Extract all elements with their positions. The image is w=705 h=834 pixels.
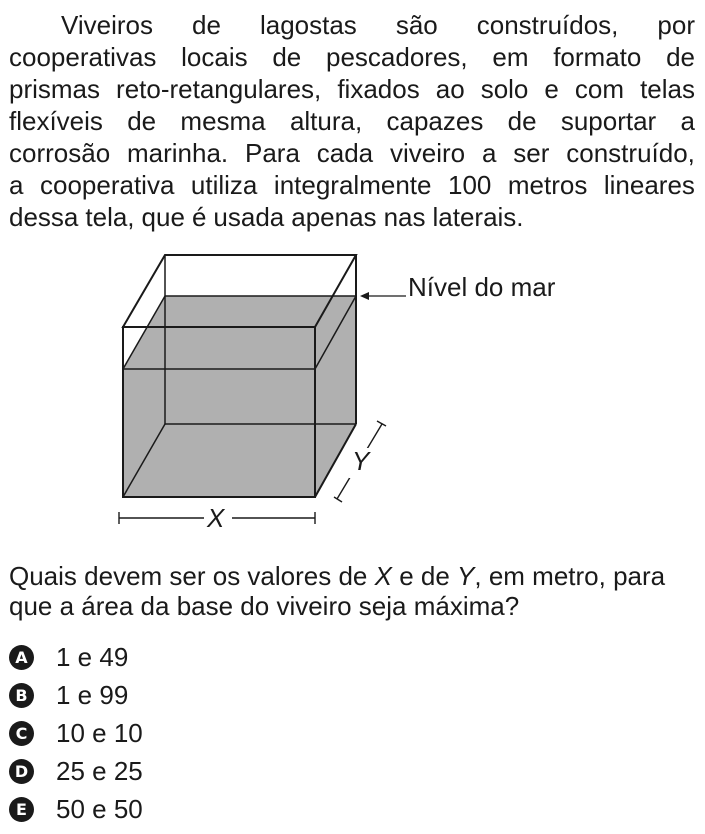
intro-word: cooperativa [39, 170, 175, 200]
x-dimension-label: X [207, 503, 225, 533]
intro-word: altura, [289, 106, 363, 136]
option-letter-d: D [9, 759, 34, 784]
option-text-a: 1 e 49 [56, 642, 129, 672]
intro-word: cada [316, 138, 374, 168]
intro-word: metros [507, 170, 588, 200]
intro-word: por [657, 10, 695, 40]
intro-word: locais [181, 42, 248, 72]
intro-word: ser [513, 138, 550, 168]
lobster-pen-prism-figure [0, 240, 705, 540]
intro-word: construído, [566, 138, 695, 168]
intro-word: construídos, [476, 10, 619, 40]
intro-word: marinha. [127, 138, 229, 168]
question-line-1 [9, 561, 665, 591]
option-d[interactable] [9, 756, 143, 786]
option-text-e: 50 e 50 [56, 794, 143, 824]
option-text-b: 1 e 99 [56, 680, 129, 710]
intro-word: com [574, 74, 625, 104]
option-letter-b: B [9, 683, 34, 708]
option-letter-e: E [9, 797, 34, 822]
intro-line-2 [9, 42, 695, 72]
intro-word: ao [435, 74, 465, 104]
intro-word: de [272, 42, 302, 72]
intro-word: mesma [180, 106, 266, 136]
intro-word: cooperativas [9, 42, 157, 72]
intro-word: capazes [386, 106, 484, 136]
intro-word: são [395, 10, 438, 40]
intro-word: formato [553, 42, 642, 72]
intro-word: que [141, 202, 185, 232]
intro-word: corrosão [9, 138, 111, 168]
question-text: , em metro, para [474, 561, 666, 591]
option-text-d: 25 e 25 [56, 756, 143, 786]
sea-level-label: Nível do mar [408, 272, 556, 302]
intro-word: é [191, 202, 207, 232]
option-letter-c: C [9, 721, 34, 746]
question-text: Quais devem ser os valores de [9, 561, 375, 591]
intro-word: de [507, 106, 537, 136]
intro-word: nas [383, 202, 426, 232]
option-b[interactable] [9, 680, 128, 710]
intro-word: e [544, 74, 559, 104]
intro-line-5 [9, 138, 695, 168]
intro-word: a [680, 106, 695, 136]
intro-word: apenas [291, 202, 377, 232]
sea-level-pointer [360, 292, 406, 300]
intro-word: utiliza [190, 170, 258, 200]
option-text-c: 10 e 10 [56, 718, 143, 748]
intro-word: usada [213, 202, 285, 232]
intro-word: integralmente [273, 170, 432, 200]
intro-line-7 [9, 202, 695, 232]
intro-word: Para [245, 138, 300, 168]
intro-word: prismas [9, 74, 101, 104]
intro-word: de [192, 10, 221, 40]
intro-word: viveiro [390, 138, 466, 168]
intro-line-6 [9, 170, 695, 200]
intro-word: laterais. [432, 202, 524, 232]
intro-word: tela, [85, 202, 135, 232]
option-c[interactable] [9, 718, 143, 748]
question-line-2: que a área da base do viveiro seja máxima? [9, 591, 520, 621]
intro-word: 100 [447, 170, 492, 200]
intro-word: de [666, 42, 695, 72]
option-e[interactable] [9, 794, 143, 824]
intro-word: suportar [560, 106, 657, 136]
intro-word: lineares [603, 170, 695, 200]
arrow-head-icon [360, 292, 369, 300]
intro-word: em [492, 42, 529, 72]
x-symbol: X [374, 561, 392, 591]
y-symbol: Y [457, 561, 475, 591]
intro-word: de [127, 106, 157, 136]
intro-word: fixados [337, 74, 420, 104]
intro-word: a [9, 170, 24, 200]
intro-word: pescadores, [325, 42, 468, 72]
option-letter-a: A [9, 645, 34, 670]
intro-line-3 [9, 74, 695, 104]
intro-word: Viveiros [61, 10, 154, 40]
y-dimension-label: Y [352, 446, 370, 476]
intro-word: a [481, 138, 497, 168]
intro-line-4 [9, 106, 695, 136]
intro-word: lagostas [259, 10, 357, 40]
intro-word: flexíveis [9, 106, 103, 136]
intro-line-1 [61, 10, 695, 40]
intro-word: dessa [9, 202, 79, 232]
question-text: e de [391, 561, 458, 591]
option-a[interactable] [9, 642, 128, 672]
intro-word: telas [640, 74, 695, 104]
intro-word: reto-retangulares, [116, 74, 322, 104]
intro-word: solo [480, 74, 529, 104]
